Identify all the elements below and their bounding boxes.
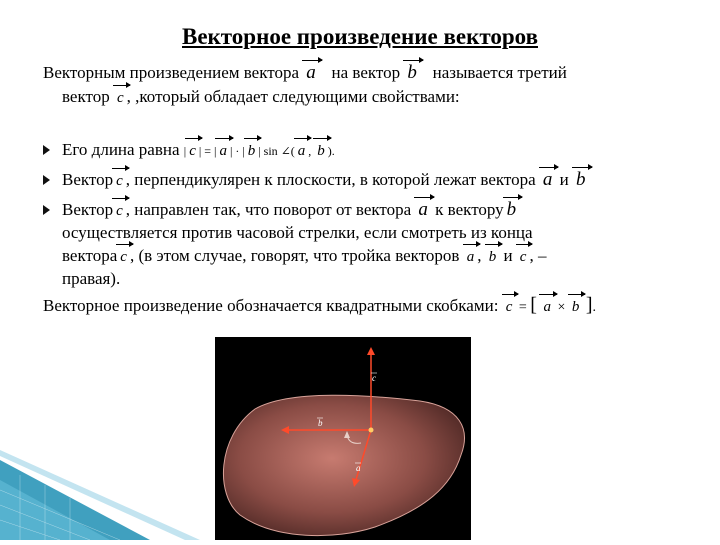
vector-a: a <box>306 62 316 83</box>
bullet-2-and: и <box>559 170 569 189</box>
bullet-3-line-2: осуществляется против часовой стрелки, если смотреть из конца <box>62 223 533 242</box>
vector-c-arrowhead <box>367 347 375 355</box>
vector-a: a <box>542 169 553 190</box>
bullet-2-mid: , перпендикулярен к плоскости, в которой лежат вектора <box>125 170 536 189</box>
label-b: b <box>318 418 323 428</box>
intro-line2-end: ,который обладает следующими свойствами: <box>135 87 460 106</box>
label-c: c <box>372 373 376 383</box>
vector-c: c <box>115 87 126 109</box>
bullet-1-text: Его длина равна <box>62 140 180 159</box>
intro-line2-start: вектор <box>62 87 110 106</box>
intro-part3: называется третий <box>432 63 567 82</box>
intro-line-2: вектор c , ,который обладает следующими свойствами: <box>62 86 460 109</box>
origin-point <box>369 428 374 433</box>
vector-b: b <box>407 62 417 83</box>
bullet-3-line-4: правая). <box>62 269 121 288</box>
vector-a: a <box>418 199 428 220</box>
bullet-2 <box>62 169 589 192</box>
bullet-arrow-icon <box>43 145 50 155</box>
vector-c: c <box>118 246 129 268</box>
vector-c: c <box>114 200 125 222</box>
bullet-arrow-icon <box>43 175 50 185</box>
slide-title: Векторное произведение векторов <box>182 24 538 49</box>
notation-text: Векторное произведение обозначается квадратными скобками: <box>43 296 499 315</box>
vector-c: c <box>518 246 529 268</box>
bullet-3-start: Вектор <box>62 200 114 219</box>
bullet-3-to: к вектору <box>435 200 504 219</box>
length-formula: | c | = | a | · | b | sin ∠( a , b ). <box>184 144 335 158</box>
notation-formula: c = [ a × b ]. <box>505 294 597 316</box>
cross-product-figure <box>215 337 471 540</box>
bullet-3-line3-start: вектора <box>62 246 118 265</box>
bullet-3-mid: , направлен так, что поворот от вектора <box>125 200 412 219</box>
vector-c: c <box>114 170 125 192</box>
bullet-arrow-icon <box>43 205 50 215</box>
intro-line-1 <box>43 62 567 84</box>
bullet-2-start: Вектор <box>62 170 114 189</box>
notation-line <box>43 294 596 319</box>
vector-b: b <box>576 169 586 190</box>
bullet-3-line-1 <box>62 199 519 222</box>
intro-part1: Векторным произведением вектора <box>43 63 300 82</box>
bullet-1 <box>62 139 335 162</box>
label-a: a <box>356 463 361 473</box>
corner-decoration <box>0 450 210 540</box>
vector-b: b <box>506 199 517 220</box>
plane-surface <box>223 395 464 535</box>
vector-a: a <box>465 246 477 268</box>
bullet-3-line3-mid: , (в этом случае, говорят, что тройка векторов <box>129 246 460 265</box>
bullet-3-line-3: вектора c , (в этом случае, говорят, что тройка векторов a , b и c , – <box>62 245 546 268</box>
vector-b: b <box>487 246 499 268</box>
cross-product-illustration <box>215 337 471 540</box>
intro-part2: на вектор <box>331 63 401 82</box>
